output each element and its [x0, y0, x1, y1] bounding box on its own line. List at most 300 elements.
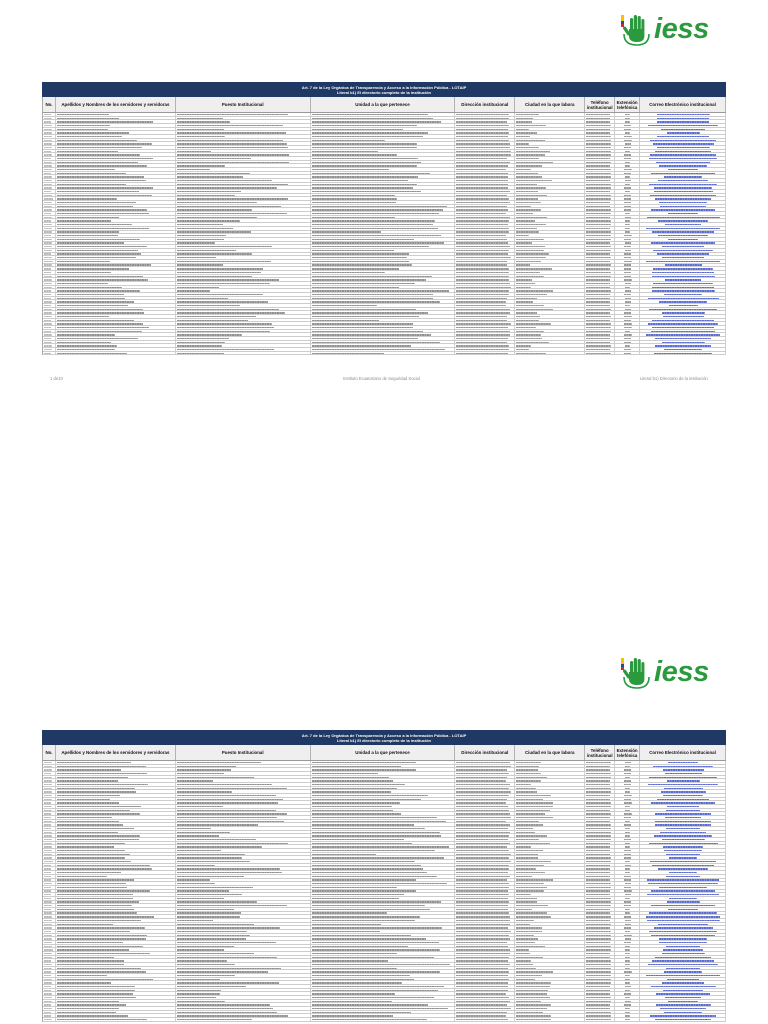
email-link-text[interactable]: [663, 769, 704, 770]
email-link-text[interactable]: [647, 894, 720, 895]
table-cell-email[interactable]: [640, 772, 726, 775]
table-cell-email[interactable]: [640, 197, 726, 200]
email-link-text[interactable]: [648, 883, 718, 884]
email-link-text[interactable]: [665, 817, 702, 818]
email-link-text[interactable]: [658, 220, 708, 221]
table-cell-email[interactable]: [640, 908, 726, 911]
email-link-text[interactable]: [668, 1001, 697, 1002]
table-cell-email[interactable]: [640, 768, 726, 771]
table-cell-email[interactable]: [640, 231, 726, 234]
table-cell-email[interactable]: [640, 300, 726, 303]
email-link-text[interactable]: [651, 242, 715, 243]
email-link-text[interactable]: [651, 905, 715, 906]
table-cell-email[interactable]: [640, 249, 726, 252]
table-cell-email[interactable]: [640, 124, 726, 127]
table-cell-phone: [585, 286, 615, 289]
table-cell-email[interactable]: [640, 267, 726, 270]
table-cell-email[interactable]: [640, 864, 726, 867]
table-cell-email[interactable]: [640, 989, 726, 992]
table-cell-email[interactable]: [640, 245, 726, 248]
email-link-text[interactable]: [649, 309, 717, 310]
email-link-text[interactable]: [654, 927, 713, 928]
table-cell-email[interactable]: [640, 135, 726, 138]
email-link-text[interactable]: [647, 920, 720, 921]
table-cell-email[interactable]: [640, 164, 726, 167]
email-link-text[interactable]: [667, 132, 700, 133]
table-cell-unit: [311, 1018, 456, 1021]
cell-text: [516, 957, 543, 958]
table-cell-name: [56, 867, 176, 870]
table-cell-email[interactable]: [640, 820, 726, 823]
email-link-text[interactable]: [667, 901, 700, 902]
email-link-text[interactable]: [647, 217, 720, 218]
email-link-text[interactable]: [655, 824, 711, 825]
table-cell-email[interactable]: [640, 348, 726, 351]
email-link-text[interactable]: [659, 942, 707, 943]
table-cell-email[interactable]: [640, 963, 726, 966]
email-link-text[interactable]: [668, 213, 699, 214]
table-cell-email[interactable]: [640, 264, 726, 267]
table-cell-email[interactable]: [640, 172, 726, 175]
table-cell-email[interactable]: [640, 238, 726, 241]
email-link-text[interactable]: [655, 821, 711, 822]
email-link-text[interactable]: [651, 173, 716, 174]
table-cell-email[interactable]: [640, 260, 726, 263]
email-link-text[interactable]: [665, 279, 701, 280]
table-cell-position: [176, 175, 311, 178]
table-cell-email[interactable]: [640, 790, 726, 793]
email-link-text[interactable]: [652, 290, 715, 291]
table-cell-position: [176, 267, 311, 270]
email-link-text[interactable]: [658, 235, 708, 236]
table-cell-email[interactable]: [640, 867, 726, 870]
table-cell-email[interactable]: [640, 853, 726, 856]
email-link-text[interactable]: [646, 228, 719, 229]
table-cell-email[interactable]: [640, 996, 726, 999]
table-cell-email[interactable]: [640, 131, 726, 134]
email-link-text[interactable]: [662, 839, 705, 840]
email-link-text[interactable]: [651, 986, 716, 987]
table-cell-email[interactable]: [640, 275, 726, 278]
email-link-text[interactable]: [668, 909, 698, 910]
table-cell-email[interactable]: [640, 311, 726, 314]
table-cell-email[interactable]: [640, 978, 726, 981]
cell-text: [516, 198, 538, 199]
table-cell-email[interactable]: [640, 333, 726, 336]
table-cell-email[interactable]: [640, 120, 726, 123]
email-link-text[interactable]: [649, 931, 717, 932]
email-link-text[interactable]: [648, 784, 718, 785]
table-cell-email[interactable]: [640, 1014, 726, 1017]
email-link-text[interactable]: [666, 854, 700, 855]
table-cell-email[interactable]: [640, 179, 726, 182]
email-link-text[interactable]: [652, 320, 713, 321]
table-cell-email[interactable]: [640, 761, 726, 764]
table-cell-email[interactable]: [640, 981, 726, 984]
email-link-text[interactable]: [660, 832, 706, 833]
email-link-text[interactable]: [651, 935, 716, 936]
table-cell-email[interactable]: [640, 886, 726, 889]
table-cell-email[interactable]: [640, 183, 726, 186]
email-link-text[interactable]: [651, 209, 715, 210]
table-cell-email[interactable]: [640, 186, 726, 189]
email-link-text[interactable]: [667, 806, 698, 807]
email-link-text[interactable]: [650, 861, 715, 862]
table-cell-email[interactable]: [640, 956, 726, 959]
email-link-text[interactable]: [650, 195, 716, 196]
email-link-text[interactable]: [655, 198, 711, 199]
email-link-text[interactable]: [653, 268, 713, 269]
email-link-text[interactable]: [651, 331, 715, 332]
table-cell-email[interactable]: [640, 205, 726, 208]
email-link-text[interactable]: [662, 342, 705, 343]
email-link-text[interactable]: [659, 301, 708, 302]
email-link-text[interactable]: [651, 890, 715, 891]
email-link-text[interactable]: [649, 158, 716, 159]
email-link-text[interactable]: [646, 916, 719, 917]
email-link-text[interactable]: [662, 246, 703, 247]
table-cell-email[interactable]: [640, 319, 726, 322]
cell-text: [312, 169, 389, 170]
table-cell-email[interactable]: [640, 805, 726, 808]
email-link-text[interactable]: [652, 960, 713, 961]
table-cell-email[interactable]: [640, 834, 726, 837]
email-link-text[interactable]: [659, 887, 707, 888]
table-cell-email[interactable]: [640, 315, 726, 318]
email-link-text[interactable]: [665, 224, 700, 225]
email-link-text[interactable]: [662, 953, 705, 954]
table-cell-email[interactable]: [640, 282, 726, 285]
table-cell-email[interactable]: [640, 945, 726, 948]
table-cell-email[interactable]: [640, 212, 726, 215]
table-cell-email[interactable]: [640, 146, 726, 149]
table-cell-email[interactable]: [640, 823, 726, 826]
cell-text: [624, 879, 631, 880]
email-link-text[interactable]: [655, 345, 711, 346]
table-cell-email[interactable]: [640, 882, 726, 885]
cell-text: [625, 191, 630, 192]
email-link-text[interactable]: [655, 1019, 711, 1020]
email-link-text[interactable]: [663, 846, 703, 847]
email-link-text[interactable]: [664, 971, 703, 972]
table-cell-email[interactable]: [640, 175, 726, 178]
email-link-text[interactable]: [652, 327, 713, 328]
table-cell-email[interactable]: [640, 278, 726, 281]
email-link-text[interactable]: [668, 239, 698, 240]
cell-text: [177, 143, 287, 144]
email-link-text[interactable]: [658, 180, 707, 181]
email-link-text[interactable]: [652, 276, 715, 277]
table-cell-email[interactable]: [640, 838, 726, 841]
email-link-text[interactable]: [664, 349, 701, 350]
email-link-text[interactable]: [663, 795, 703, 796]
table-cell-email[interactable]: [640, 308, 726, 311]
table-cell-email[interactable]: [640, 1007, 726, 1010]
email-link-text[interactable]: [666, 828, 700, 829]
email-link-text[interactable]: [652, 231, 714, 232]
table-cell-email[interactable]: [640, 234, 726, 237]
email-link-text[interactable]: [657, 799, 710, 800]
email-link-text[interactable]: [666, 946, 700, 947]
email-link-text[interactable]: [663, 949, 703, 950]
table-cell-email[interactable]: [640, 142, 726, 145]
cell-text: [44, 890, 51, 891]
table-cell-email[interactable]: [640, 286, 726, 289]
table-cell-email[interactable]: [640, 985, 726, 988]
email-link-text[interactable]: [659, 165, 707, 166]
email-link-text[interactable]: [658, 868, 708, 869]
cell-text: [312, 334, 431, 335]
table-cell-email[interactable]: [640, 783, 726, 786]
email-link-text[interactable]: [657, 147, 710, 148]
table-cell-email[interactable]: [640, 253, 726, 256]
table-cell-email[interactable]: [640, 912, 726, 915]
email-link-text[interactable]: [654, 353, 712, 354]
table-cell-email[interactable]: [640, 1003, 726, 1006]
table-cell-email[interactable]: [640, 289, 726, 292]
email-link-text[interactable]: [659, 938, 707, 939]
email-link-text[interactable]: [662, 982, 705, 983]
email-link-text[interactable]: [669, 305, 698, 306]
table-cell-email[interactable]: [640, 919, 726, 922]
table-cell-email[interactable]: [640, 926, 726, 929]
table-cell-email[interactable]: [640, 341, 726, 344]
email-link-text[interactable]: [649, 912, 716, 913]
table-cell-email[interactable]: [640, 161, 726, 164]
table-cell-email[interactable]: [640, 326, 726, 329]
email-link-text[interactable]: [654, 191, 713, 192]
table-cell-email[interactable]: [640, 952, 726, 955]
table-cell-email[interactable]: [640, 809, 726, 812]
email-link-text[interactable]: [647, 879, 718, 880]
table-cell-email[interactable]: [640, 194, 726, 197]
email-link-text[interactable]: [648, 964, 717, 965]
email-link-text[interactable]: [662, 312, 705, 313]
table-cell-position: [176, 219, 311, 222]
table-cell-unit: [311, 871, 456, 874]
table-cell-email[interactable]: [640, 330, 726, 333]
table-cell-email[interactable]: [640, 271, 726, 274]
table-cell-email[interactable]: [640, 153, 726, 156]
email-link-text[interactable]: [662, 257, 704, 258]
table-cell-email[interactable]: [640, 959, 726, 962]
table-cell-email[interactable]: [640, 352, 726, 355]
email-link-text[interactable]: [654, 187, 712, 188]
email-link-text[interactable]: [669, 857, 697, 858]
email-link-text[interactable]: [650, 1015, 716, 1016]
email-link-text[interactable]: [655, 957, 710, 958]
email-link-text[interactable]: [646, 261, 720, 262]
table-cell-phone: [585, 157, 615, 160]
cell-text: [456, 143, 510, 144]
table-cell-email[interactable]: [640, 901, 726, 904]
email-link-text[interactable]: [655, 338, 710, 339]
email-link-text[interactable]: [668, 169, 698, 170]
email-link-text[interactable]: [649, 777, 717, 778]
table-cell-email[interactable]: [640, 190, 726, 193]
email-link-text[interactable]: [656, 162, 710, 163]
table-cell-email[interactable]: [640, 974, 726, 977]
table-cell-email[interactable]: [640, 930, 726, 933]
email-link-text[interactable]: [666, 876, 700, 877]
table-cell-email[interactable]: [640, 941, 726, 944]
email-link-text[interactable]: [669, 898, 697, 899]
table-cell-email[interactable]: [640, 812, 726, 815]
email-link-text[interactable]: [663, 990, 704, 991]
email-link-text[interactable]: [653, 250, 713, 251]
email-link-text[interactable]: [654, 835, 712, 836]
table-cell-email[interactable]: [640, 256, 726, 259]
table-cell-email[interactable]: [640, 923, 726, 926]
table-cell-email[interactable]: [640, 787, 726, 790]
table-cell-email[interactable]: [640, 128, 726, 131]
email-link-text[interactable]: [652, 287, 713, 288]
email-link-text[interactable]: [648, 125, 718, 126]
table-cell-email[interactable]: [640, 117, 726, 120]
table-cell-email[interactable]: [640, 765, 726, 768]
email-link-text[interactable]: [652, 272, 714, 273]
email-link-text[interactable]: [648, 298, 719, 299]
email-link-text[interactable]: [655, 813, 710, 814]
email-link-text[interactable]: [646, 334, 719, 335]
table-cell-email[interactable]: [640, 776, 726, 779]
table-cell-no: [43, 208, 56, 211]
email-link-text[interactable]: [653, 143, 714, 144]
table-cell-email[interactable]: [640, 875, 726, 878]
table-cell-email[interactable]: [640, 1018, 726, 1021]
table-cell-email[interactable]: [640, 845, 726, 848]
email-link-text[interactable]: [656, 1004, 711, 1005]
table-cell-email[interactable]: [640, 897, 726, 900]
table-cell-name: [56, 297, 176, 300]
email-link-text[interactable]: [651, 802, 715, 803]
email-link-text[interactable]: [664, 1012, 701, 1013]
table-cell-email[interactable]: [640, 293, 726, 296]
table-cell-email[interactable]: [640, 344, 726, 347]
table-cell-email[interactable]: [640, 992, 726, 995]
email-link-text[interactable]: [660, 206, 705, 207]
table-cell-email[interactable]: [640, 856, 726, 859]
table-cell-email[interactable]: [640, 948, 726, 951]
table-cell-email[interactable]: [640, 201, 726, 204]
cell-text: [57, 316, 109, 317]
table-cell-email[interactable]: [640, 139, 726, 142]
table-cell-email[interactable]: [640, 113, 726, 116]
table-cell-email[interactable]: [640, 893, 726, 896]
email-link-text[interactable]: [665, 997, 702, 998]
email-link-text[interactable]: [664, 176, 703, 177]
table-cell-email[interactable]: [640, 871, 726, 874]
email-link-text[interactable]: [665, 264, 702, 265]
table-cell-email[interactable]: [640, 831, 726, 834]
cell-text: [456, 1019, 508, 1020]
email-link-text[interactable]: [661, 129, 705, 130]
email-link-text[interactable]: [649, 843, 718, 844]
table-cell-email[interactable]: [640, 157, 726, 160]
email-link-text[interactable]: [668, 762, 698, 763]
table-cell-email[interactable]: [640, 337, 726, 340]
table-cell-email[interactable]: [640, 937, 726, 940]
table-cell-email[interactable]: [640, 934, 726, 937]
table-cell-email[interactable]: [640, 223, 726, 226]
email-link-text[interactable]: [653, 283, 713, 284]
table-cell-email[interactable]: [640, 227, 726, 230]
table-cell-email[interactable]: [640, 242, 726, 245]
email-link-text[interactable]: [653, 766, 713, 767]
email-link-text[interactable]: [648, 323, 718, 324]
email-link-text[interactable]: [658, 924, 707, 925]
email-link-text[interactable]: [657, 118, 709, 119]
table-cell-address: [455, 798, 515, 801]
table-cell-position: [176, 908, 311, 911]
email-link-text[interactable]: [650, 140, 716, 141]
table-cell-email[interactable]: [640, 904, 726, 907]
table-cell-unit: [311, 904, 456, 907]
table-cell-email[interactable]: [640, 1000, 726, 1003]
email-link-text[interactable]: [656, 993, 711, 994]
email-link-text[interactable]: [667, 979, 698, 980]
table-cell-email[interactable]: [640, 779, 726, 782]
table-cell-email[interactable]: [640, 798, 726, 801]
table-cell-email[interactable]: [640, 967, 726, 970]
table-cell-email[interactable]: [640, 879, 726, 882]
table-cell-email[interactable]: [640, 208, 726, 211]
table-cell-email[interactable]: [640, 794, 726, 797]
email-link-text[interactable]: [669, 872, 698, 873]
table-cell-email[interactable]: [640, 304, 726, 307]
email-link-text[interactable]: [649, 184, 717, 185]
table-cell-email[interactable]: [640, 849, 726, 852]
table-cell-email[interactable]: [640, 216, 726, 219]
email-link-text[interactable]: [657, 253, 709, 254]
email-link-text[interactable]: [666, 968, 700, 969]
email-link-text[interactable]: [646, 975, 719, 976]
email-link-text[interactable]: [663, 316, 704, 317]
email-link-text[interactable]: [666, 810, 699, 811]
table-cell-email[interactable]: [640, 970, 726, 973]
email-link-text[interactable]: [667, 780, 700, 781]
email-link-text[interactable]: [659, 202, 708, 203]
table-cell-email[interactable]: [640, 860, 726, 863]
table-cell-email[interactable]: [640, 827, 726, 830]
table-cell-email[interactable]: [640, 150, 726, 153]
table-cell-position: [176, 330, 311, 333]
email-link-text[interactable]: [661, 791, 706, 792]
table-cell-email[interactable]: [640, 168, 726, 171]
email-link-text[interactable]: [657, 114, 710, 115]
email-link-text[interactable]: [652, 865, 714, 866]
email-link-text[interactable]: [664, 850, 703, 851]
email-link-text[interactable]: [657, 121, 710, 122]
email-link-text[interactable]: [657, 136, 710, 137]
email-link-text[interactable]: [665, 773, 702, 774]
email-link-text[interactable]: [660, 1008, 707, 1009]
table-cell-email[interactable]: [640, 297, 726, 300]
cell-text: [516, 114, 538, 115]
email-link-text[interactable]: [664, 788, 703, 789]
table-cell-email[interactable]: [640, 322, 726, 325]
email-link-text[interactable]: [650, 154, 716, 155]
table-cell-email[interactable]: [640, 816, 726, 819]
table-cell-email[interactable]: [640, 842, 726, 845]
table-cell-email[interactable]: [640, 801, 726, 804]
table-cell-email[interactable]: [640, 915, 726, 918]
table-cell-email[interactable]: [640, 1011, 726, 1014]
table-cell-email[interactable]: [640, 890, 726, 893]
email-link-text[interactable]: [655, 151, 711, 152]
table-cell-email[interactable]: [640, 219, 726, 222]
email-link-text[interactable]: [664, 294, 702, 295]
